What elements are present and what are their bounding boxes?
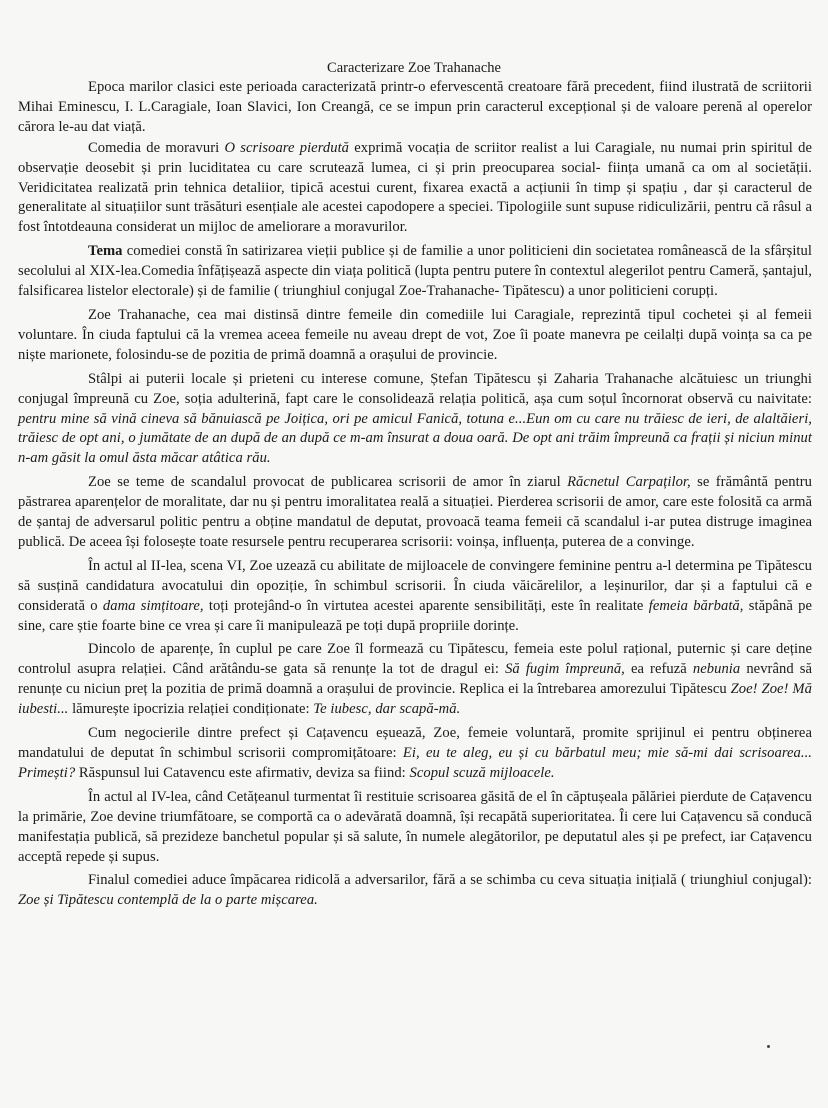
paragraph [18, 640, 812, 720]
text-run: Comedia de moravuri [88, 139, 225, 156]
text-run: Finalul comediei aduce împăcarea ridicolă a adversarilor, fără a se schimba cu ceva situația inițială ( triunghiul conjugal): [88, 872, 812, 889]
paragraph [18, 306, 812, 366]
italic-text: Zoe! Zoe! Mă iubesti... [18, 681, 812, 718]
paragraph [18, 242, 812, 302]
document-title: Caracterizare Zoe Trahanache [327, 60, 501, 76]
text-run: Epoca marilor clasici este perioada caracterizată printr-o efervescentă creatoare fără precedent, fiind ilustrată de scriitorii Mihai Eminescu, I. L.Caragiale, Ioan Slavici, Ion Creangă, ce se impun prin caracterul excepțional și de valoare perenă al operelor cărora le-au dat viață. [18, 79, 812, 135]
text-run: Zoe se teme de scandalul provocat de publicarea scrisorii de amor în ziarul [88, 474, 568, 491]
text-run: comediei constă în satirizarea vieții publice și de familie a unor politicieni din societatea românească de la sfârșitul secolului al XIX-lea.Comedia înfățișează aspecte din viața politică (lupta pentru putere în contextul alegerilot pentru Cameră, șantajul, falsificarea listelor electorale) și de familie ( triunghiul conjugal Zoe-Trahanache- Tipătescu) a unor politicieni corupți. [18, 243, 812, 300]
text-run: Zoe Trahanache, cea mai distinsă dintre femeile din comediile lui Caragiale, reprezintă tipul cochetei și al femeii voluntare. În ciuda faptului că la vremea aceea femeile nu aveau drept de vot, Zoe îi poate manevra pe ceilalți după voința sa ca pe niște marionete, folosindu-se de pozitia de primă doamnă a orașului de provincie. [18, 306, 812, 363]
text-run: toți protejând-o în virtutea acestei aparente sensibilități, este în realitate [203, 597, 649, 614]
text-run: Răspunsul lui Catavencu este afirmativ, deviza sa fiind: [75, 764, 410, 781]
text-run: În actul al II-lea, scena VI, Zoe uzează cu abilitate de mijloacele de convingere feminine pentru a-l determina pe Tipătescu să susțină candidatura avocatului din opoziție, în schimbul scrisorii. În ciuda văicărelilor, a leșinurilor, dar și a faptului că e considerată o [18, 557, 812, 614]
italic-text: Ei, eu te aleg, eu și cu bărbatul meu; mie să-mi dai scrisoarea... Primești? [18, 745, 813, 781]
paragraph [18, 473, 812, 553]
italic-text: O scrisoare pierdută [224, 139, 350, 156]
italic-text: Scopul scuză mijloacele. [409, 764, 555, 781]
italic-text: Zoe și Tipătescu contemplă de la o parte mișcarea. [18, 892, 318, 909]
paragraph [18, 78, 812, 138]
paragraph [18, 557, 812, 637]
paragraph [18, 370, 812, 470]
text-run: Stâlpi ai puterii locale și prieteni cu interese comune, Ștefan Tipătescu și Zaharia Trahanache alcătuiesc un triunghi conjugal împreună cu Zoe, soția adulterină, fapt care le consolidează relația politică, așa cum soțul încornorat observă cu naivitate: [18, 370, 812, 407]
italic-text: Să fugim împreună, [505, 661, 625, 678]
text-run: stăpână pe sine, care știe foarte bine ce vrea și care îi manipulează pe toți după propriile dorințe. [18, 597, 812, 634]
paragraph [18, 724, 812, 784]
paragraph [18, 788, 812, 868]
italic-text: Te iubesc, dar scapă-mă. [313, 701, 461, 718]
stray-mark [767, 1045, 770, 1048]
text-run: Cum negocierile dintre prefect și Cațavencu eșuează, Zoe, femeie voluntară, promite sprijinul ei pentru obținerea mandatului de deputat în schimbul scrisorii compromițătoare: [18, 725, 812, 761]
italic-text: pentru mine să vină cineva să bănuiască pe Joițica, ori pe amicul Fanică, totuna e...Eun om cu care nu trăiesc de ieri, de alaltăieri, trăiesc de opt ani, o jumătate de an după de an după ce m-am însurat a doua oară. De opt ani trăim împreună ca frații și niciun minut n-am găsit la omul ăsta măcar atâtica rău. [18, 410, 812, 467]
italic-text: dama simțitoare, [102, 597, 204, 614]
bold-text: Tema [88, 243, 123, 260]
italic-text: femeia bărbată, [648, 597, 744, 614]
paragraph [18, 139, 812, 239]
italic-text: nebunia [692, 661, 741, 678]
text-run: lămurește ipocrizia relației condiționate: [68, 701, 314, 718]
text-run: Dincolo de aparențe, în cuplul pe care Zoe îl formează cu Tipătescu, femeia este polul rațional, puternic și care deține controlul asupra relației. Când arătându-se gata să renunțe la tot de dragul ei: [18, 641, 812, 678]
text-run: ea refuză [624, 661, 693, 678]
paragraph [18, 871, 812, 911]
italic-text: Răcnetul Carpaților, [567, 474, 691, 491]
document-body [18, 78, 812, 915]
text-run: nevrând să renunțe cu niciun preț la pozitia de primă doamnă a orașului de provincie. Replica ei la întrebarea amorezului Tipătescu [18, 661, 813, 698]
text-run: exprimă vocația de scriitor realist a lui Caragiale, nu numai prin spiritul de observație deosebit și prin luciditatea cu care scrutează lumea, ci și prin preocuparea social- ființa umană ca om al societății. Veridicitatea realizată prin tehnica detaliior, tipică acestui curent, fixarea exactă a acțiunii în timp și spațiu , dar și caracterul de generalitate al situațiilor sunt trăsături esențiale ale acestei capodopere a speciei. Tipologiile sunt supuse ridiculizării, pentru că râsul a fost întotdeauna considerat un mijloc de ameliorare a moravurilor. [18, 139, 813, 236]
text-run: se frământă pentru păstrarea aparențelor de moralitate, dar nu și pentru imoralitatea reală a situației. Pierderea scrisorii de amor, care este folosită ca armă de șantaj de adversarul politic pentru a obține mandatul de deputat, provoacă teama femeii că scandalul i-ar putea distruge imaginea publică. De aceea își folosește toate resursele pentru recuperarea scrisorii: voinșa, influența, puterea de a convinge. [18, 474, 812, 550]
text-run: În actul al IV-lea, când Cetățeanul turmentat îi restituie scrisoarea găsită de el în căptușeala pălăriei pierdute de Cațavencu la primărie, Zoe devine triumfătoare, se comportă ca o adevărată doamnă, își recapătă superioritatea. Îi cere lui Cațavencu să conducă manifestația publică, să prezideze banchetul popular și să salute, în numele alegătorilor, pe deputatul ales și pe prefect, iar Cațavencu acceptă repede și supus. [18, 788, 812, 865]
